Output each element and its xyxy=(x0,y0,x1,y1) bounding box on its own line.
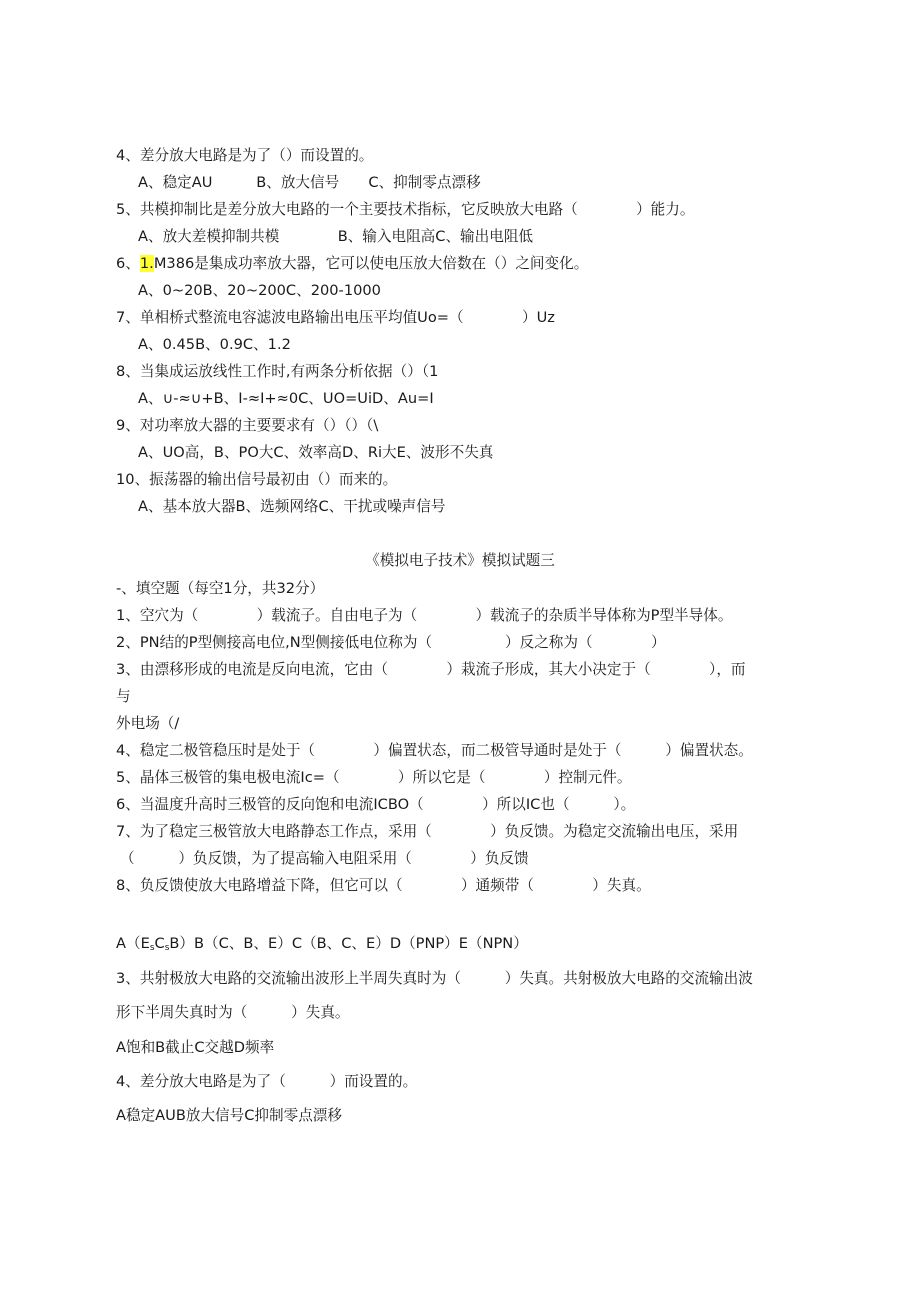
exam-title: 《模拟电子技术》模拟试题三 xyxy=(365,552,555,569)
question-7-options: A、0.45B、0.9C、1.2 xyxy=(138,336,291,353)
question-4: 4、差分放大电路是为了（）而设置的。 xyxy=(116,147,374,164)
answer-text-c: C xyxy=(154,935,165,952)
fill-question-7: 7、为了稳定三极管放大电路静态工作点，采用（ ）负反馈。为稳定交流输出电压，采用 xyxy=(116,823,739,840)
fill-question-8: 8、负反馈使放大电路增益下降，但它可以（ ）通频带（ ）失真。 xyxy=(116,877,651,894)
question-9-options: A、UO高，B、PO大C、效率高D、Ri大E、波形不失真 xyxy=(138,444,494,461)
question-8-options: A、∪-≈∪+B、I-≈I+≈0C、UO=UiD、Au=I xyxy=(138,390,434,407)
question-5: 5、共模抑制比是差分放大电路的一个主要技术指标，它反映放大电路（ ）能力。 xyxy=(116,201,695,218)
fill-question-5: 5、晶体三极管的集电极电流Ic=（ ）所以它是（ ）控制元件。 xyxy=(116,769,632,786)
answer-text-rest: B）B（C、B、E）C（B、C、E）D（PNP）E（NPN） xyxy=(169,935,528,952)
section-heading: -、填空题（每空1分，共32分） xyxy=(116,580,325,597)
question-6-prefix: 6、 xyxy=(116,255,140,272)
fill-question-6: 6、当温度升高时三极管的反向饱和电流ICBO（ ）所以IC也（ ）。 xyxy=(116,796,636,813)
question-9: 9、对功率放大器的主要要求有（）（）（\ xyxy=(116,417,379,434)
question-3-cont: 形下半周失真时为（ ）失真。 xyxy=(116,1004,350,1021)
question-5-options: A、放大差模抑制共模 B、输入电阻高C、输出电阻低 xyxy=(138,228,534,245)
question-6-options: A、0~20B、20~200C、200-1000 xyxy=(138,282,381,299)
question-4-repeat-options: A稳定AUB放大信号C抑制零点漂移 xyxy=(116,1107,342,1124)
answer-subscript-1: s xyxy=(149,943,155,953)
question-3-options: A饱和B截止C交越D频率 xyxy=(116,1039,275,1056)
question-3: 3、共射极放大电路的交流输出波形上半周失真时为（ ）失真。共射极放大电路的交流输出波 xyxy=(116,970,753,987)
question-7: 7、单相桥式整流电容滤波电路输出电压平均值Uo=（ ）Uz xyxy=(116,309,555,326)
question-4-repeat: 4、差分放大电路是为了（ ）而设置的。 xyxy=(116,1073,418,1090)
question-6 xyxy=(116,254,588,274)
fill-question-3: 3、由漂移形成的电流是反向电流，它由（ ）栽流子形成，其大小决定于（ ），而 xyxy=(116,661,746,678)
fill-question-4: 4、稳定二极管稳压时是处于（ ）偏置状态，而二极管导通时是处于（ ）偏置状态。 xyxy=(116,742,753,759)
question-6-text: M386是集成功率放大器，它可以使电压放大倍数在（）之间变化。 xyxy=(153,255,589,272)
question-8: 8、当集成运放线性工作时,有两条分析依据（）（1 xyxy=(116,363,439,380)
question-10-options: A、基本放大器B、选频网络C、干扰或噪声信号 xyxy=(138,498,446,515)
fill-question-2: 2、PN结的P型侧接高电位,N型侧接低电位称为（ ）反之称为（ ） xyxy=(116,634,666,651)
fill-question-3-cont: 与 xyxy=(116,688,131,705)
question-10: 10、振荡器的输出信号最初由（）而来的。 xyxy=(116,471,398,488)
fill-question-7-cont: （ ）负反馈，为了提高输入电阻采用（ ）负反馈 xyxy=(120,850,529,867)
question-4-options: A、稳定AU B、放大信号 C、抑制零点漂移 xyxy=(138,174,481,191)
fill-question-1: 1、空穴为（ ）载流子。自由电子为（ ）载流子的杂质半导体称为P型半导体。 xyxy=(116,607,733,624)
answer-options-line xyxy=(116,934,528,958)
answer-subscript-2: s xyxy=(164,943,170,953)
fill-question-3-cont2: 外电场（/ xyxy=(116,715,180,732)
question-6-highlight: 1. xyxy=(139,255,154,272)
answer-text-a: A（E xyxy=(116,935,150,952)
